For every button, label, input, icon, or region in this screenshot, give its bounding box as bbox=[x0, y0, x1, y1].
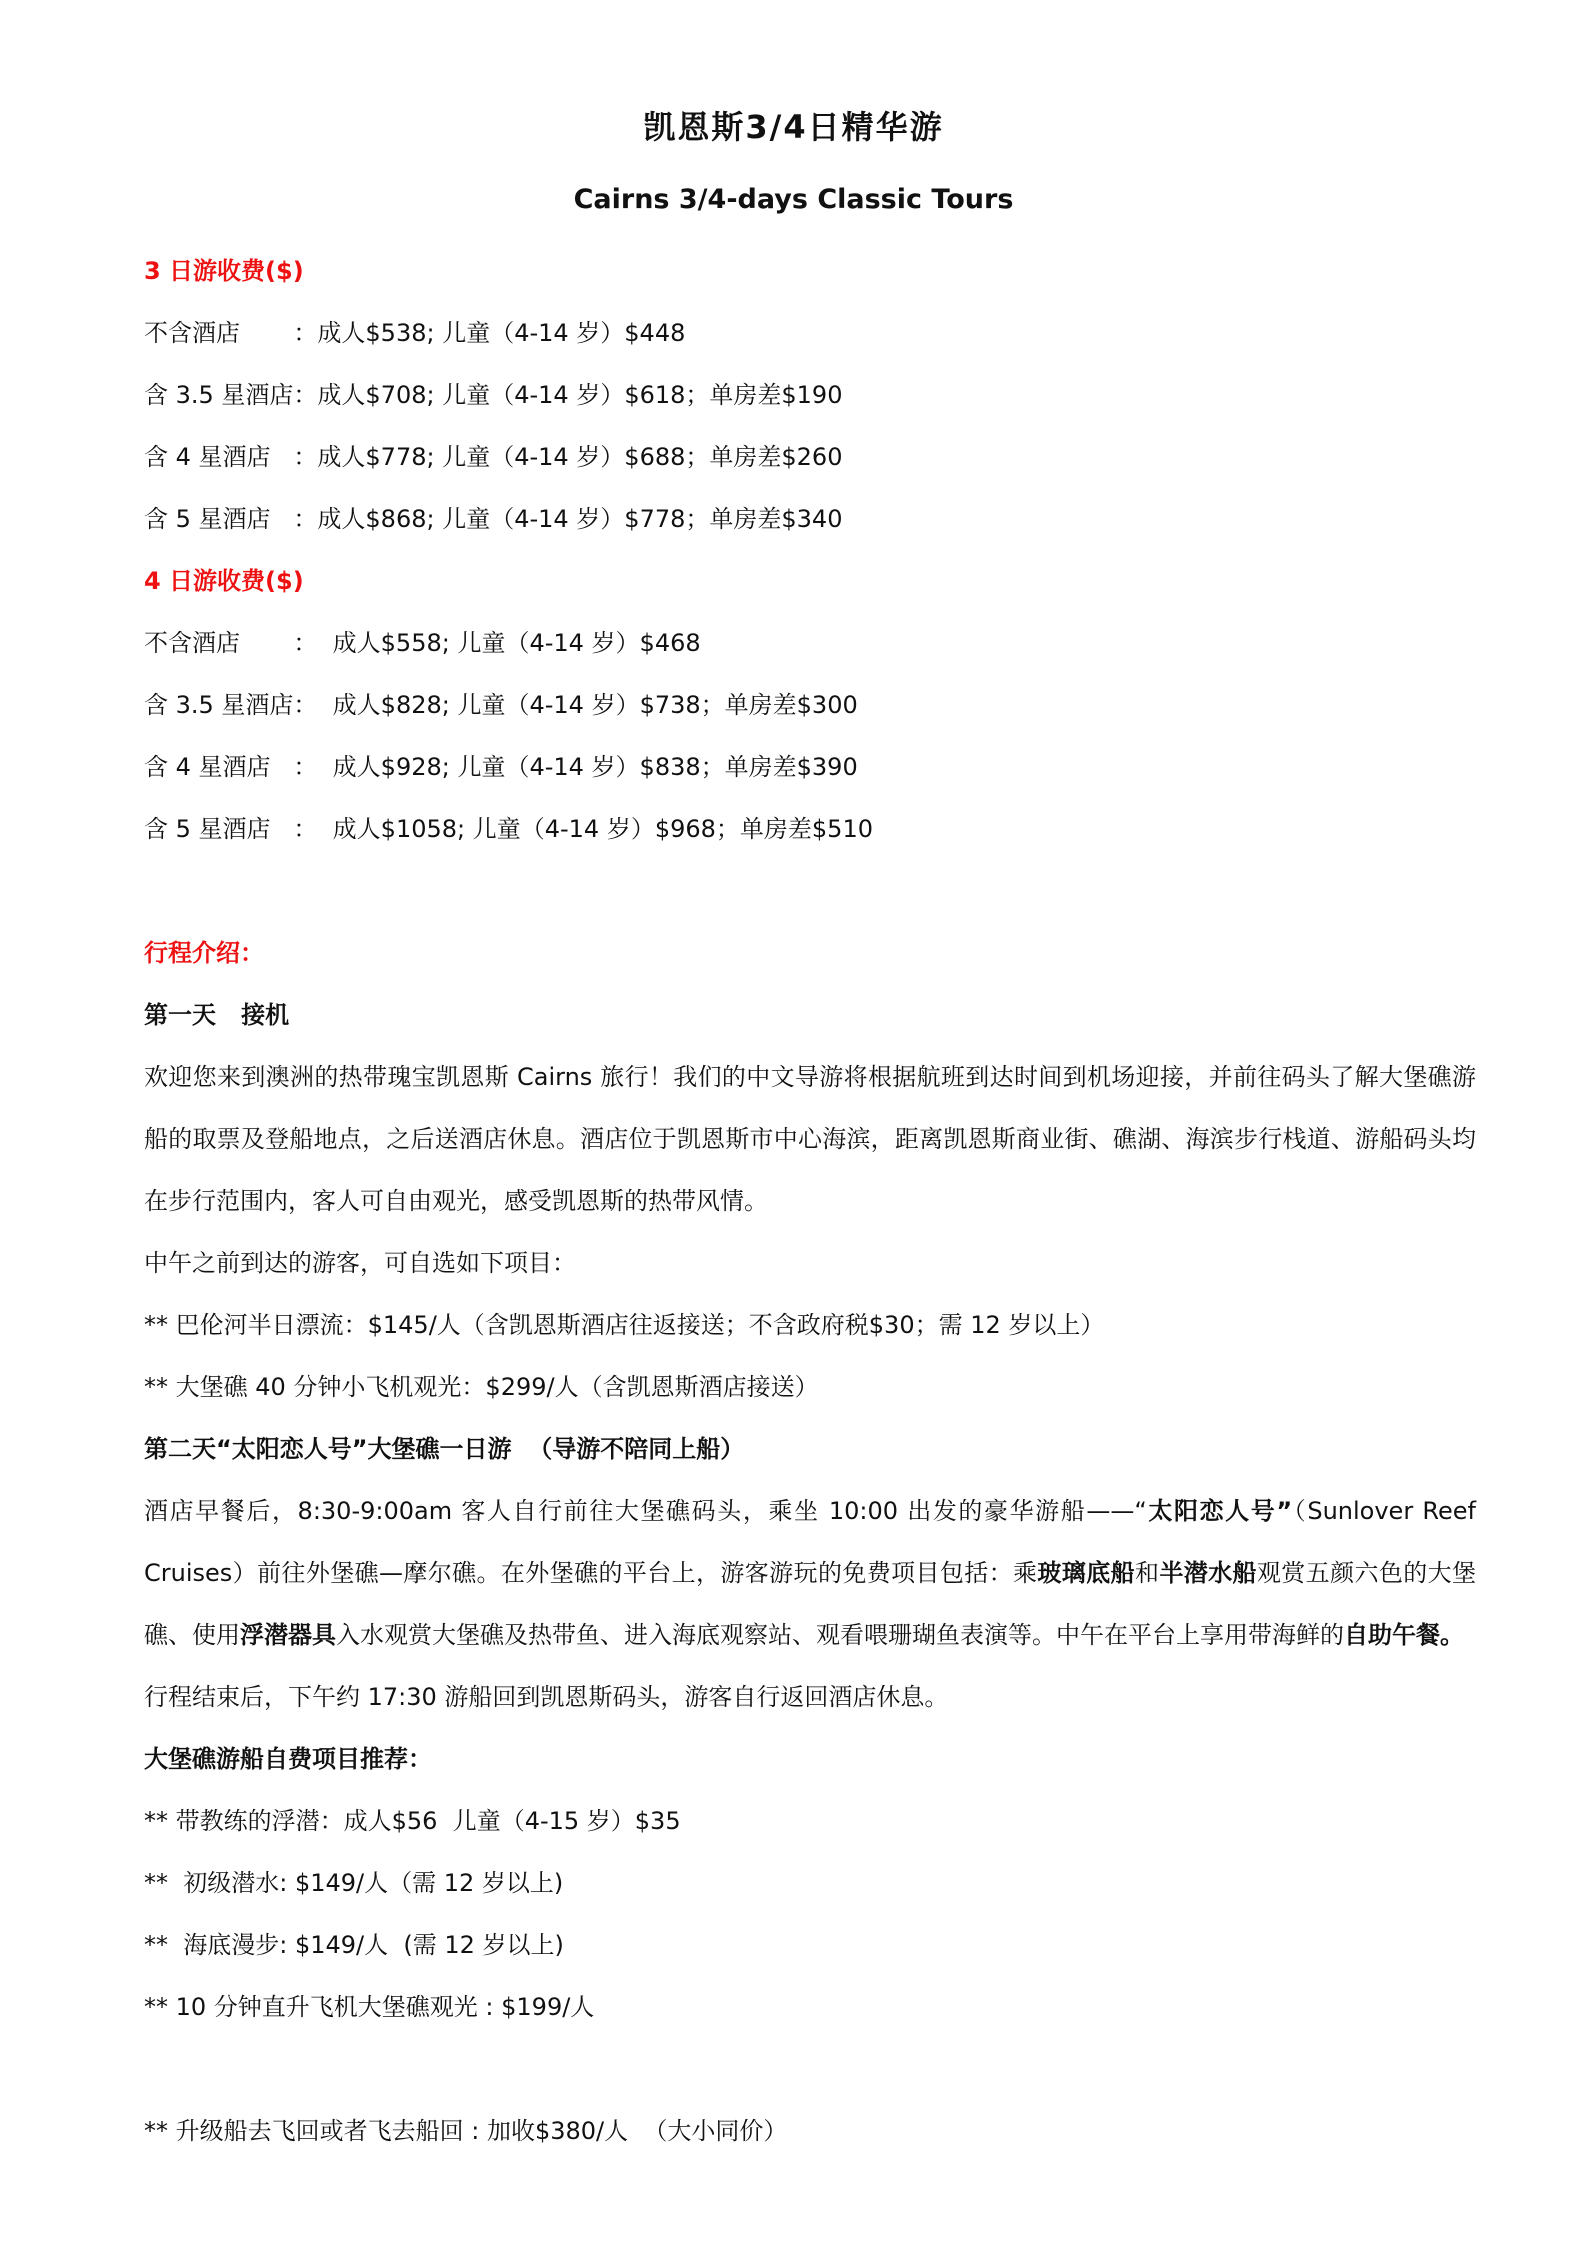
pricing-4day-row: 含 3.5 星酒店： 成人$828; 儿童（4-14 岁）$738；单房差$300 bbox=[144, 691, 858, 719]
pricing-4day-row: 不含酒店 ： 成人$558; 儿童（4-14 岁）$468 bbox=[144, 629, 701, 657]
upgrade-option: ** 升级船去飞回或者飞去船回 : 加收$380/人 （大小同价） bbox=[144, 2117, 788, 2145]
day2-end: 行程结束后，下午约 17:30 游船回到凯恩斯码头，游客自行返回酒店休息。 bbox=[144, 1683, 949, 1711]
day2-body bbox=[144, 1480, 1476, 1666]
itinerary-header: 行程介绍： bbox=[144, 939, 264, 967]
snorkel-gear: 浮潜器具 bbox=[240, 1621, 336, 1649]
extras-item: ** 带教练的浮潜：成人$56 儿童（4-15 岁）$35 bbox=[144, 1807, 681, 1835]
day1-optional-intro: 中午之前到达的游客，可自选如下项目： bbox=[144, 1249, 576, 1277]
pricing-3day-row: 含 3.5 星酒店：成人$708; 儿童（4-14 岁）$618；单房差$190 bbox=[144, 381, 843, 409]
day2-text: 观赏五颜六色的大堡礁、使用 bbox=[144, 1559, 1476, 1649]
pricing-4day-header: 4 日游收费($) bbox=[144, 567, 304, 595]
day2-title: 第二天“太阳恋人号”大堡礁一日游 （导游不陪同上船） bbox=[144, 1435, 745, 1463]
pricing-3day-row: 含 5 星酒店 ：成人$868; 儿童（4-14 岁）$778；单房差$340 bbox=[144, 505, 843, 533]
extras-item: ** 初级潜水: $149/人（需 12 岁以上) bbox=[144, 1869, 564, 1897]
semi-submarine: 半潜水船 bbox=[1159, 1559, 1257, 1587]
day1-optional-item: ** 大堡礁 40 分钟小飞机观光：$299/人（含凯恩斯酒店接送） bbox=[144, 1373, 819, 1401]
day1-optional-item: ** 巴伦河半日漂流：$145/人（含凯恩斯酒店往返接送；不含政府税$30；需 12 岁以上） bbox=[144, 1311, 1105, 1339]
glass-bottom-boat: 玻璃底船 bbox=[1037, 1559, 1135, 1587]
ship-name: 太阳恋人号” bbox=[1146, 1497, 1293, 1525]
pricing-3day-row: 含 4 星酒店 ：成人$778; 儿童（4-14 岁）$688；单房差$260 bbox=[144, 443, 843, 471]
title-cn: 凯恩斯3/4日精华游 bbox=[643, 108, 944, 146]
day2-text: （Sunlover Reef Cruises）前往外堡礁—摩尔礁。在外堡礁的平台上，游客游玩的免费项目包括：乘 bbox=[144, 1497, 1476, 1587]
buffet-lunch: 自助午餐。 bbox=[1344, 1621, 1464, 1649]
day1-title: 第一天 接机 bbox=[144, 1001, 290, 1029]
pricing-4day-row: 含 5 星酒店 ： 成人$1058; 儿童（4-14 岁）$968；单房差$510 bbox=[144, 815, 873, 843]
day2-text: 和 bbox=[1134, 1559, 1160, 1587]
day1-body: 欢迎您来到澳洲的热带瑰宝凯恩斯 Cairns 旅行！我们的中文导游将根据航班到达时间到机场迎接，并前往码头了解大堡礁游船的取票及登船地点，之后送酒店休息。酒店位于凯恩斯市中心海滨，距离凯恩斯商业街、礁湖、海滨步行栈道、游船码头均在步行范围内，客人可自由观光，感受凯恩斯的热带风情。 bbox=[144, 1063, 1476, 1215]
day2-text: 酒店早餐后，8:30-9:00am 客人自行前往大堡礁码头，乘坐 10:00 出发的豪华游船——“ bbox=[144, 1497, 1147, 1525]
pricing-3day-header: 3 日游收费($) bbox=[144, 257, 304, 285]
extras-item: ** 10 分钟直升飞机大堡礁观光 : $199/人 bbox=[144, 1993, 595, 2021]
extras-header: 大堡礁游船自费项目推荐： bbox=[144, 1745, 432, 1773]
day2-text: 入水观赏大堡礁及热带鱼、进入海底观察站、观看喂珊瑚鱼表演等。中午在平台上享用带海鲜的 bbox=[336, 1621, 1344, 1649]
pricing-4day-row: 含 4 星酒店 ： 成人$928; 儿童（4-14 岁）$838；单房差$390 bbox=[144, 753, 858, 781]
extras-item: ** 海底漫步: $149/人 (需 12 岁以上) bbox=[144, 1931, 564, 1959]
pricing-3day-row: 不含酒店 ：成人$538; 儿童（4-14 岁）$448 bbox=[144, 319, 686, 347]
title-en: Cairns 3/4-days Classic Tours bbox=[573, 184, 1014, 215]
